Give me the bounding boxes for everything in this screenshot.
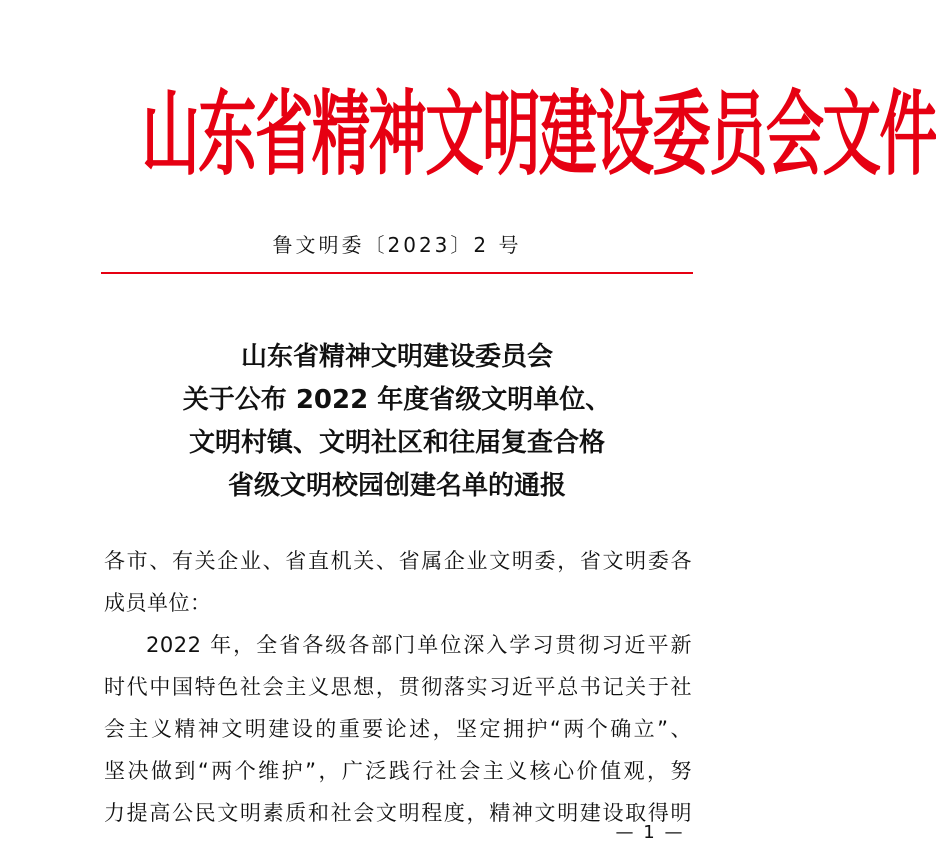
paragraph-line: 坚决做到“两个维护”，广泛践行社会主义核心价值观，努 xyxy=(104,759,692,783)
document-title xyxy=(0,336,794,508)
title-line: 山东省精神文明建设委员会 xyxy=(240,342,553,372)
title-line: 省级文明校园创建名单的通报 xyxy=(227,471,566,501)
paragraph-line: 2022 年，全省各级各部门单位深入学习贯彻习近平新 xyxy=(146,633,692,657)
page-number: — 1 — xyxy=(615,822,685,843)
salutation-line: 各市、有关企业、省直机关、省属企业文明委，省文明委各 xyxy=(104,549,692,573)
document-body xyxy=(104,540,692,834)
paragraph-line: 时代中国特色社会主义思想，贯彻落实习近平总书记关于社 xyxy=(104,675,692,699)
salutation-line: 成员单位： xyxy=(104,591,212,615)
title-line: 文明村镇、文明社区和往届复查合格 xyxy=(188,428,605,458)
red-separator-line xyxy=(101,272,693,274)
issuer-masthead: 山东省精神文明建设委员会文件 xyxy=(141,81,936,189)
paragraph-line: 力提高公民文明素质和社会文明程度，精神文明建设取得明 xyxy=(104,801,692,825)
paragraph-line: 会主义精神文明建设的重要论述，坚定拥护“两个确立”、 xyxy=(104,717,692,741)
title-line: 关于公布 2022 年度省级文明单位、 xyxy=(182,385,612,415)
document-number: 鲁文明委〔2023〕2 号 xyxy=(272,233,522,257)
